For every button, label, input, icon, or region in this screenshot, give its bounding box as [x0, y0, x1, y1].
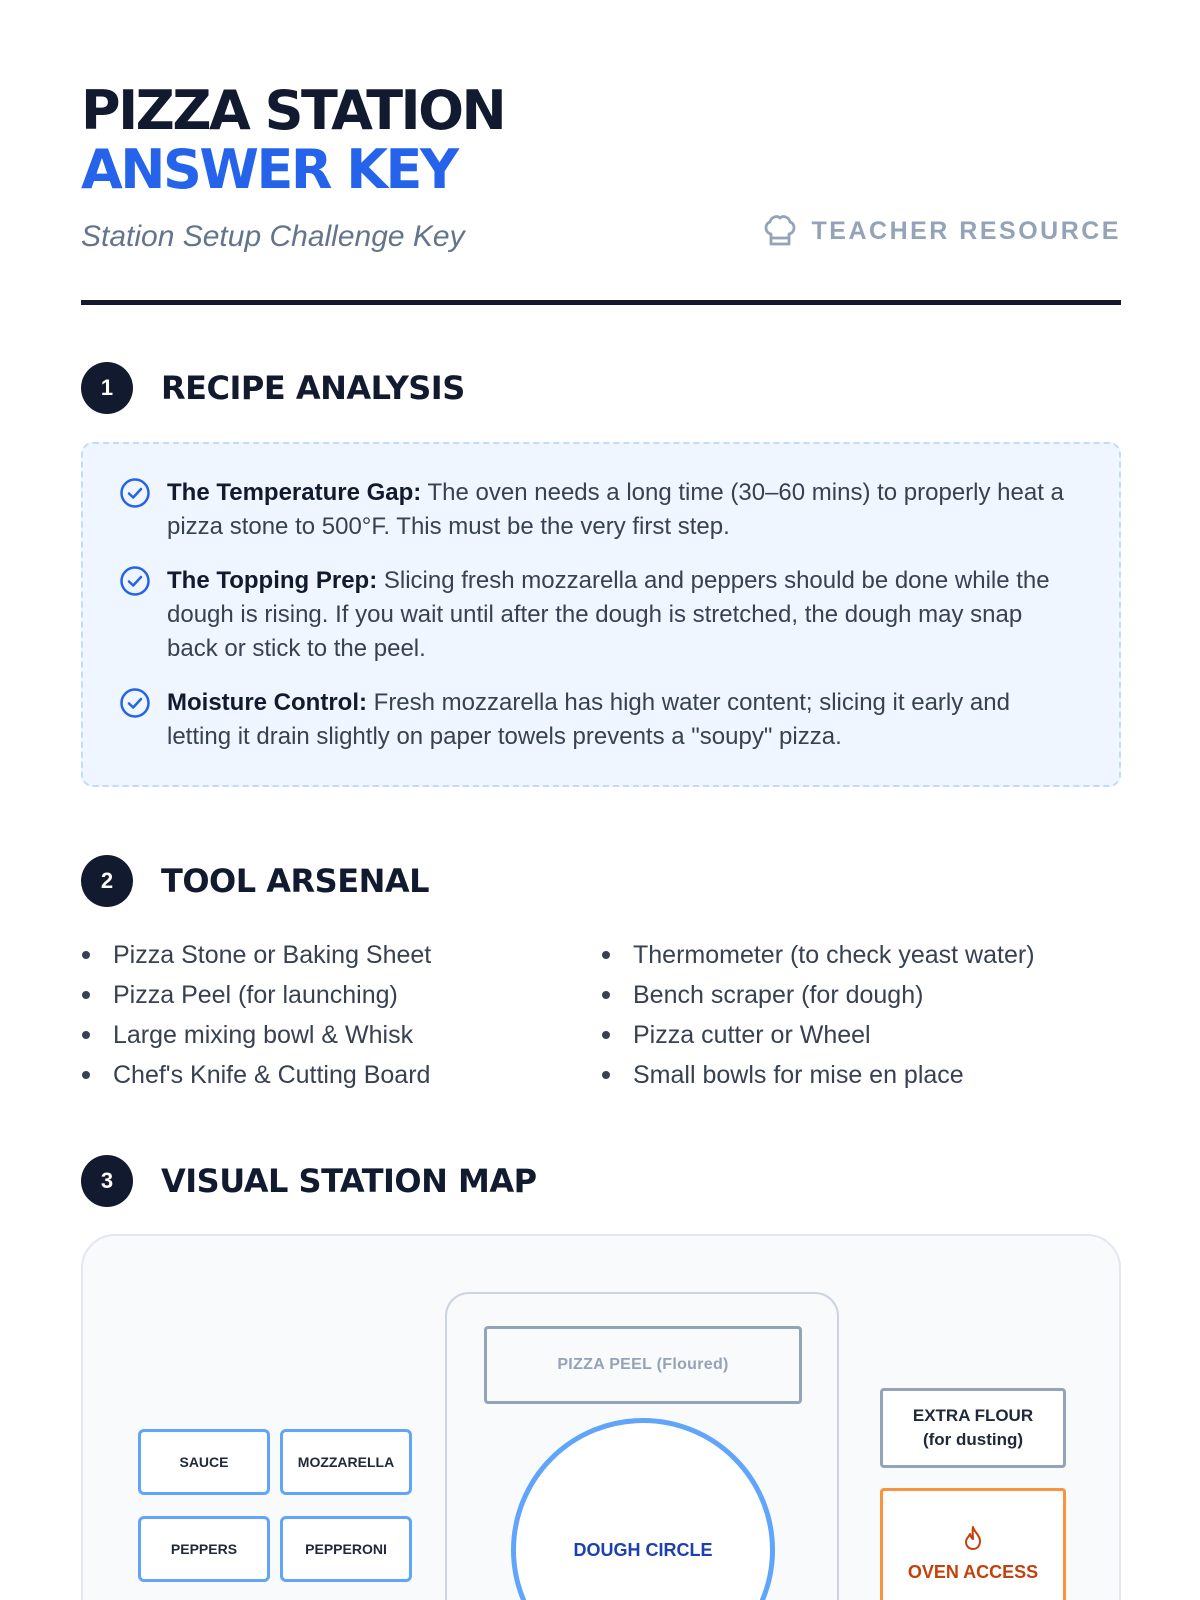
tool-list-left — [81, 935, 601, 1095]
teacher-resource-label: TEACHER RESOURCE — [811, 216, 1121, 245]
list-item — [81, 1015, 601, 1055]
list-item — [81, 1055, 601, 1095]
section-station-map-header — [81, 1155, 537, 1207]
oven-access-zone — [880, 1488, 1066, 1600]
tool-label: Pizza Peel (for launching) — [113, 980, 398, 1009]
section-number-badge: 3 — [81, 1155, 133, 1207]
flour-note: (for dusting) — [922, 1430, 1024, 1449]
analysis-item — [119, 686, 1079, 754]
topping-bowl-pepperoni: PEPPERONI — [280, 1516, 412, 1582]
tool-label: Pizza Stone or Baking Sheet — [113, 940, 432, 969]
bullet — [82, 1071, 90, 1079]
section-number-badge: 2 — [81, 855, 133, 907]
analysis-item-text — [167, 564, 1067, 666]
bullet — [602, 1031, 610, 1039]
section-title: TOOL ARSENAL — [161, 862, 430, 900]
page-subtitle: Station Setup Challenge Key — [81, 220, 465, 253]
list-item — [601, 1015, 1121, 1055]
tool-label: Thermometer (to check yeast water) — [633, 940, 1035, 969]
page-title-line-2: ANSWER KEY — [81, 138, 457, 201]
tool-label: Large mixing bowl & Whisk — [113, 1020, 414, 1049]
tool-list-right — [601, 935, 1121, 1095]
analysis-item-label: Moisture Control: — [167, 689, 367, 716]
check-circle-icon — [119, 686, 167, 724]
work-board — [445, 1292, 839, 1600]
topping-bowl-peppers: PEPPERS — [138, 1516, 270, 1582]
list-item — [601, 935, 1121, 975]
bullet — [82, 1031, 90, 1039]
analysis-item-body: The oven needs a long time (30–60 mins) to properly heat a pizza stone to 500°F. This must be the very first step. — [167, 479, 1064, 540]
analysis-item-label: The Topping Prep: — [167, 567, 378, 594]
teacher-resource-badge — [762, 214, 1121, 248]
topping-bowl-mozzarella: MOZZARELLA — [280, 1429, 412, 1495]
dough-circle: DOUGH CIRCLE — [511, 1418, 775, 1600]
chef-hat-icon — [762, 214, 798, 248]
check-circle-icon — [119, 476, 167, 514]
list-item — [601, 1055, 1121, 1095]
section-title: RECIPE ANALYSIS — [161, 369, 465, 407]
analysis-item — [119, 564, 1079, 666]
analysis-item-text — [167, 476, 1067, 544]
answer-key-page — [81, 0, 1121, 1600]
extra-flour-zone — [880, 1388, 1066, 1468]
section-number-badge: 1 — [81, 362, 133, 414]
list-item — [81, 935, 601, 975]
pizza-peel-zone: PIZZA PEEL (Floured) — [484, 1326, 802, 1404]
check-circle-icon — [119, 564, 167, 602]
station-map — [81, 1234, 1121, 1600]
bullet — [602, 951, 610, 959]
analysis-item-label: The Temperature Gap: — [167, 479, 422, 506]
list-item — [601, 975, 1121, 1015]
bullet — [82, 991, 90, 999]
analysis-item-body: Fresh mozzarella has high water content; slicing it early and letting it drain slightly on paper towels prevents a "soupy" pizza. — [167, 689, 1010, 750]
analysis-item-text — [167, 686, 1067, 754]
oven-label: OVEN ACCESS — [907, 1562, 1039, 1582]
topping-bowl-sauce: SAUCE — [138, 1429, 270, 1495]
tool-label: Chef's Knife & Cutting Board — [113, 1060, 431, 1089]
header-divider — [81, 300, 1121, 305]
analysis-item — [119, 476, 1079, 544]
section-tool-arsenal-header — [81, 855, 429, 907]
tool-label: Small bowls for mise en place — [633, 1060, 964, 1089]
bullet — [602, 991, 610, 999]
flour-label: EXTRA FLOUR — [912, 1406, 1034, 1425]
analysis-item-body: Slicing fresh mozzarella and peppers should be done while the dough is rising. If you wait until after the dough is stretched, the dough may snap back or stick to the peel. — [167, 567, 1050, 662]
page-title-line-1: PIZZA STATION — [81, 79, 505, 142]
bullet — [82, 951, 90, 959]
tool-label: Pizza cutter or Wheel — [633, 1020, 871, 1049]
tool-label: Bench scraper (for dough) — [633, 980, 924, 1009]
tool-list — [81, 935, 1121, 1095]
flame-icon — [962, 1525, 984, 1556]
recipe-analysis-box — [81, 442, 1121, 787]
section-title: VISUAL STATION MAP — [161, 1162, 537, 1200]
bullet — [602, 1071, 610, 1079]
section-recipe-analysis-header — [81, 362, 465, 414]
list-item — [81, 975, 601, 1015]
